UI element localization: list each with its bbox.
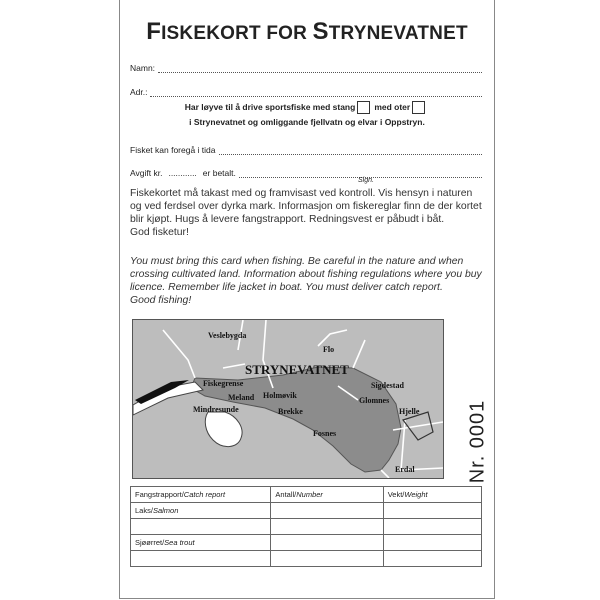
label-fosnes: Fosnes [313,429,337,438]
table-row [131,551,482,567]
rod-checkbox[interactable] [357,101,370,114]
norwegian-info: Fiskekortet må takast med og framvisast ved kontroll. Vis hensyn i naturen og ved ferdsel over dyrka mark. Informasjon om fiskereglar finn de der kortet blir kjøpt. Hugs å levere fangstrapport. Redningsvest er påbudt i båt. God fisketur! [130,188,482,238]
label-meland: Meland [228,393,255,402]
table-row [131,519,482,535]
sign-label: Sign. [358,177,374,184]
english-info: You must bring this card when fishing. Be careful in the nature and when crossing cultivated land. Information about fishing regulations where you buy licence. Remember life jacket in boat. You must deliver catch report. Good fishing! [130,256,482,306]
address-field[interactable] [130,87,482,97]
lake-map [132,319,444,479]
trout-weight-cell[interactable] [383,535,481,551]
name-label: Namn: [130,63,156,73]
label-fiskegrense: Fiskegrense [203,379,244,388]
time-label: Fisket kan foregå i tida [130,145,216,155]
header-weight: Vekt/Weight [383,487,481,503]
label-mindresunde: Mindresunde [193,405,239,414]
label-glomnes: Glomnes [359,396,390,405]
header-catch-report: Fangstrapport/Catch report [131,487,271,503]
fishing-license-card [119,0,495,599]
label-erdal: Erdal [395,465,415,474]
row-empty-2 [131,551,271,567]
fee-label: Avgift kr. [130,168,163,178]
salmon-weight-cell[interactable] [383,503,481,519]
table-row [131,535,482,551]
salmon-number-cell[interactable] [271,503,383,519]
table-header-row [131,487,482,503]
header-number: Antall/Number [271,487,383,503]
catch-report-table [130,486,482,567]
serial-number: Nr. 0001 [466,399,489,484]
label-brekke: Brekke [278,407,303,416]
fee-field[interactable] [130,168,482,178]
table-row [131,503,482,519]
trout-number-cell[interactable] [271,535,383,551]
label-veslebygda: Veslebygda [208,331,247,340]
otter-checkbox[interactable] [412,101,425,114]
paid-label: er betalt. [202,168,236,178]
label-holmovik: Holmøvik [263,391,297,400]
label-flo: Flo [323,345,335,354]
card-title: FISKEKORT FOR STRYNEVATNET [146,18,468,45]
name-field[interactable] [130,63,482,73]
address-label: Adr.: [130,87,148,97]
time-field[interactable] [130,145,482,155]
label-sigdestad: Sigdestad [371,381,404,390]
permit-line-1: Har løyve til å drive sportsfiske med stang med oter [120,101,494,114]
row-empty-1 [131,519,271,535]
map-title: STRYNEVATNET [245,362,349,377]
fee-amount-dots: ............ [168,168,197,178]
label-hjelle: Hjelle [399,407,420,416]
row-label-salmon: Laks/Salmon [131,503,271,519]
row-label-sea-trout: Sjøørret/Sea trout [131,535,271,551]
permit-line-2: i Strynevatnet og omliggande fjellvatn og elvar i Oppstryn. [189,117,425,127]
